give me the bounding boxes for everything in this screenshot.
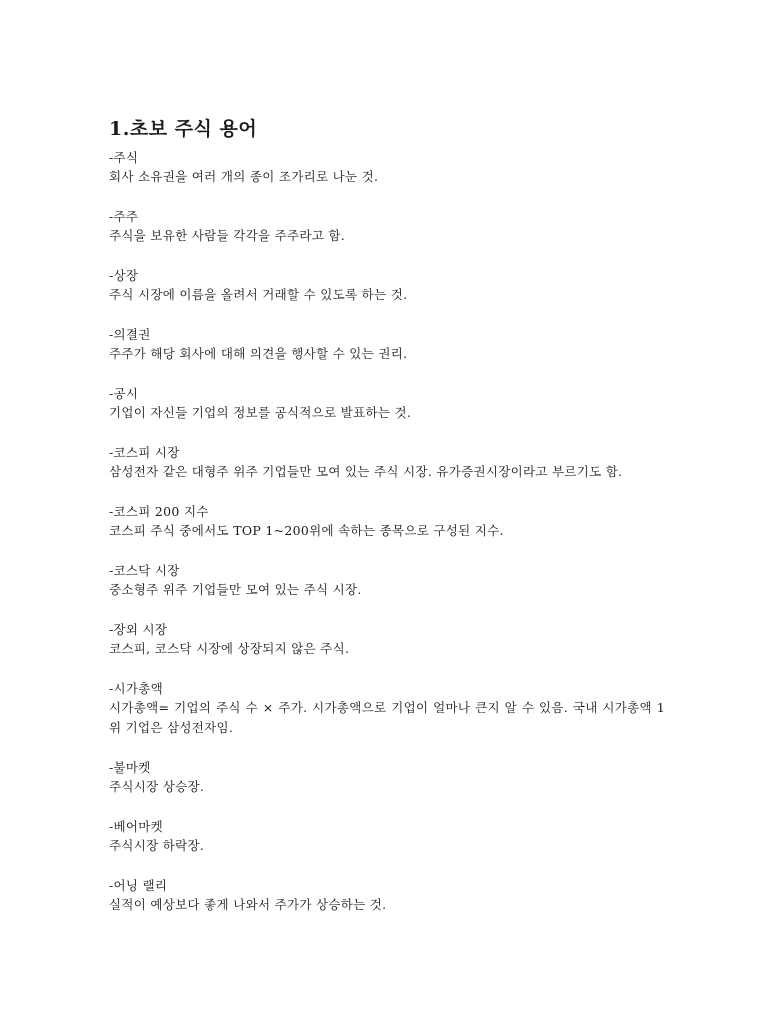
- entry-term: -장외 시장: [109, 622, 168, 637]
- entry-definition: 회사 소유권을 여러 개의 종이 조가리로 나눈 것.: [109, 169, 379, 184]
- entry-term: -어닝 랠리: [109, 878, 168, 893]
- entry-definition: 삼성전자 같은 대형주 위주 기업들만 모여 있는 주식 시장. 유가증권시장이라고 부르기도 함.: [109, 464, 623, 479]
- entry-term: -코스피 200 지수: [109, 504, 209, 519]
- entry-definition: 주주가 해당 회사에 대해 의견을 행사할 수 있는 권리.: [109, 346, 408, 361]
- entry-term: -상장: [109, 268, 139, 283]
- glossary-entry: [109, 679, 665, 738]
- entry-definition: 중소형주 위주 기업들만 모여 있는 주식 시장.: [109, 582, 362, 597]
- entry-term: -공시: [109, 386, 139, 401]
- glossary-entry: [109, 443, 665, 482]
- document-page: [109, 116, 665, 935]
- glossary-entry: [109, 325, 665, 364]
- glossary-entry: [109, 561, 665, 600]
- entry-term: -베어마켓: [109, 819, 164, 834]
- entry-definition: 기업이 자신들 기업의 정보를 공식적으로 발표하는 것.: [109, 405, 412, 420]
- entry-definition: 코스피 주식 중에서도 TOP 1~200위에 속하는 종목으로 구성된 지수.: [109, 523, 504, 538]
- entry-definition: 코스피, 코스닥 시장에 상장되지 않은 주식.: [109, 641, 350, 656]
- entry-definition: 주식시장 하락장.: [109, 838, 205, 853]
- entry-term: -코스피 시장: [109, 445, 180, 460]
- glossary-entry: [109, 817, 665, 856]
- glossary-entry: [109, 758, 665, 797]
- entry-definition: 주식 시장에 이름을 올려서 거래할 수 있도록 하는 것.: [109, 287, 408, 302]
- glossary-entry: [109, 502, 665, 541]
- entry-term: -코스닥 시장: [109, 563, 180, 578]
- glossary-entry: [109, 876, 665, 915]
- entry-definition: 주식을 보유한 사람들 각각을 주주라고 함.: [109, 228, 346, 243]
- entry-term: -불마켓: [109, 760, 151, 775]
- entry-term: -의결권: [109, 327, 151, 342]
- entry-term: -주주: [109, 209, 139, 224]
- entry-definition: 주식시장 상승장.: [109, 779, 205, 794]
- entry-term: -주식: [109, 150, 139, 165]
- glossary-entry: [109, 207, 665, 246]
- entry-term: -시가총액: [109, 681, 164, 696]
- glossary-entry: [109, 266, 665, 305]
- glossary-entry: [109, 620, 665, 659]
- glossary-entry: [109, 148, 665, 187]
- entry-definition: 실적이 예상보다 좋게 나와서 주가가 상승하는 것.: [109, 897, 387, 912]
- document-title: 1.초보 주식 용어: [109, 118, 258, 140]
- entry-definition: 시가총액= 기업의 주식 수 × 주가. 시가총액으로 기업이 얼마나 큰지 알 수 있음. 국내 시가총액 1위 기업은 삼성전자임.: [109, 700, 665, 735]
- glossary-entry: [109, 384, 665, 423]
